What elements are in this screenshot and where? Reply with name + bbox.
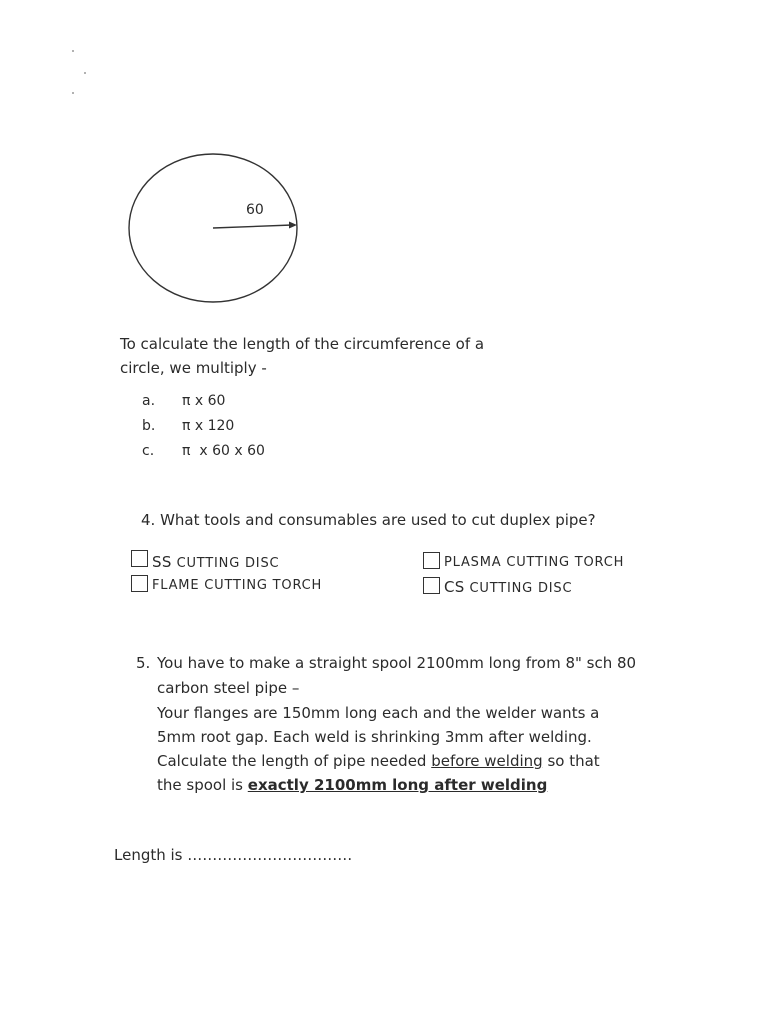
option-b-expression: π x 120 [182, 418, 235, 434]
option-c-expression: π x 60 x 60 [182, 443, 265, 459]
option-a-expression: π x 60 [182, 393, 226, 409]
q5-line1: You have to make a straight spool 2100mm long from 8" sch 80 [157, 654, 637, 672]
checkbox-cs-cutting-disc[interactable] [423, 577, 440, 594]
checkbox-ss-cutting-disc[interactable] [131, 550, 148, 567]
q5-number: 5. [136, 654, 151, 672]
circle-diagram [120, 150, 310, 310]
q5-line2: carbon steel pipe – [157, 679, 300, 697]
q3-prompt-line2: circle, we multiply - [120, 359, 267, 377]
q5-line4: 5mm root gap. Each weld is shrinking 3mm after welding. [157, 728, 592, 746]
q5-line3: Your flanges are 150mm long each and the welder wants a [157, 704, 600, 722]
radius-label: 60 [246, 202, 264, 218]
radius-arrow-line [213, 225, 292, 228]
option-a-letter: a. [142, 393, 156, 409]
checkbox-label-plasma-cutting-torch: PLASMA CUTTING TORCH [444, 555, 625, 570]
radius-arrowhead-icon [289, 222, 297, 229]
checkbox-label-ss-cutting-disc: SS CUTTING DISC [152, 553, 280, 571]
checkbox-flame-cutting-torch[interactable] [131, 575, 148, 592]
q5-line6: the spool is exactly 2100mm long after welding [157, 776, 548, 794]
q5-line5: Calculate the length of pipe needed before welding so that [157, 752, 600, 770]
checkbox-label-cs-cutting-disc: CS CUTTING DISC [444, 578, 573, 596]
q4-prompt: 4. What tools and consumables are used to cut duplex pipe? [141, 511, 596, 529]
before-welding-emphasis: before welding [431, 752, 543, 770]
checkbox-label-flame-cutting-torch: FLAME CUTTING TORCH [152, 578, 323, 593]
option-b-letter: b. [142, 418, 156, 434]
exact-length-emphasis: exactly 2100mm long after welding [247, 776, 548, 794]
q3-prompt-line1: To calculate the length of the circumference of a [120, 335, 485, 353]
option-c-letter: c. [142, 443, 155, 459]
checkbox-plasma-cutting-torch[interactable] [423, 552, 440, 569]
answer-length-line[interactable]: Length is …………………………… [114, 846, 353, 864]
